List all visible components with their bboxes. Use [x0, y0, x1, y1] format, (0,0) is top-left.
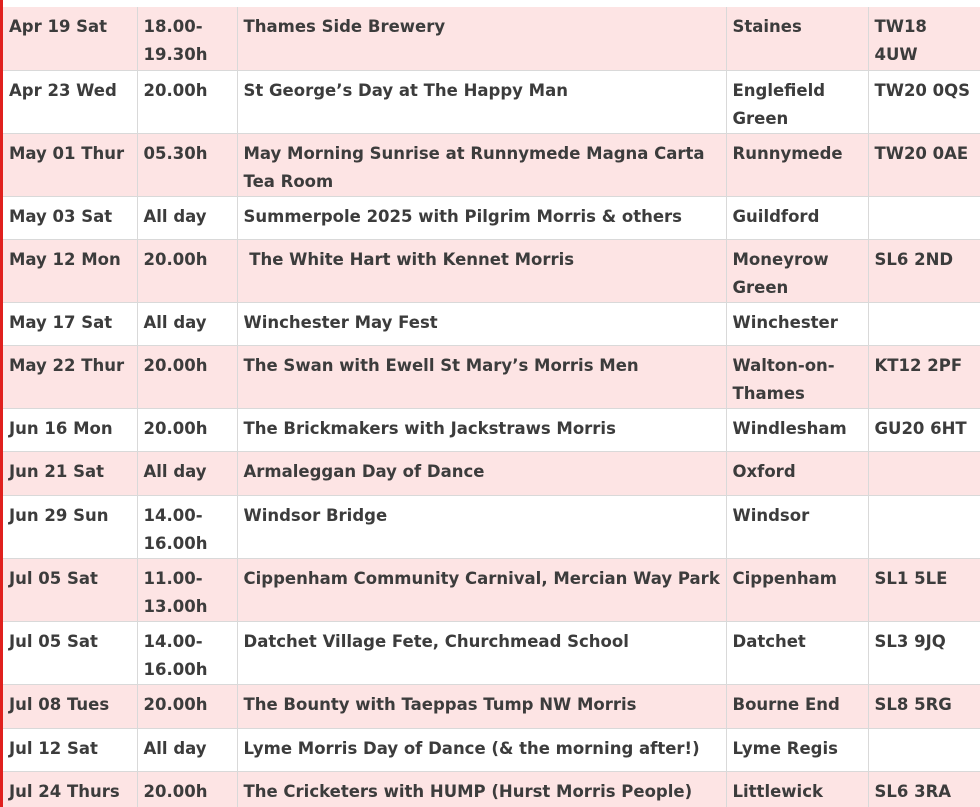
event-postcode: SL6 2ND	[868, 239, 980, 302]
event-time: 11.00- 13.00h	[137, 558, 237, 621]
event-postcode: TW20 0AE	[868, 133, 980, 196]
table-row	[3, 771, 980, 807]
event-time: 14.00- 16.00h	[137, 495, 237, 558]
event-time: All day	[137, 302, 237, 345]
event-time: 20.00h	[137, 771, 237, 807]
event-place: Lyme Regis	[726, 728, 868, 771]
event-place: Guildford	[726, 196, 868, 239]
event-postcode: SL8 5RG	[868, 684, 980, 728]
event-time: All day	[137, 451, 237, 495]
event-postcode	[868, 495, 980, 558]
event-title: The Bounty with Taeppas Tump NW Morris	[237, 684, 726, 728]
event-time: 20.00h	[137, 70, 237, 133]
event-postcode	[868, 451, 980, 495]
event-time: 20.00h	[137, 239, 237, 302]
event-place: Windlesham	[726, 408, 868, 451]
event-time: All day	[137, 728, 237, 771]
event-postcode	[868, 302, 980, 345]
event-time: 20.00h	[137, 345, 237, 408]
event-title: Lyme Morris Day of Dance (& the morning after!)	[237, 728, 726, 771]
table-row	[3, 345, 980, 408]
event-time: 20.00h	[137, 684, 237, 728]
event-time: 20.00h	[137, 408, 237, 451]
event-place: Walton-on- Thames	[726, 345, 868, 408]
event-place: Englefield Green	[726, 70, 868, 133]
event-title: Winchester May Fest	[237, 302, 726, 345]
event-place: Cippenham	[726, 558, 868, 621]
event-postcode: TW20 0QS	[868, 70, 980, 133]
event-title: Cippenham Community Carnival, Mercian Way Park	[237, 558, 726, 621]
event-date: Apr 23 Wed	[3, 70, 137, 133]
table-row	[3, 621, 980, 684]
event-place: Runnymede	[726, 133, 868, 196]
event-title: The Swan with Ewell St Mary’s Morris Men	[237, 345, 726, 408]
event-place: Datchet	[726, 621, 868, 684]
event-postcode: SL6 3RA	[868, 771, 980, 807]
event-title: Windsor Bridge	[237, 495, 726, 558]
table-row	[3, 558, 980, 621]
event-title: Summerpole 2025 with Pilgrim Morris & others	[237, 196, 726, 239]
table-row	[3, 70, 980, 133]
event-date: Jun 29 Sun	[3, 495, 137, 558]
event-postcode	[868, 728, 980, 771]
event-postcode: SL1 5LE	[868, 558, 980, 621]
event-title: Datchet Village Fete, Churchmead School	[237, 621, 726, 684]
event-postcode: TW18 4UW	[868, 7, 980, 70]
event-date: Apr 19 Sat	[3, 7, 137, 70]
event-postcode: SL3 9JQ	[868, 621, 980, 684]
event-title: The Brickmakers with Jackstraws Morris	[237, 408, 726, 451]
event-date: Jun 21 Sat	[3, 451, 137, 495]
event-date: May 12 Mon	[3, 239, 137, 302]
event-date: May 22 Thur	[3, 345, 137, 408]
event-title: The Cricketers with HUMP (Hurst Morris People)	[237, 771, 726, 807]
event-title: St George’s Day at The Happy Man	[237, 70, 726, 133]
event-place: Littlewick	[726, 771, 868, 807]
event-date: Jul 12 Sat	[3, 728, 137, 771]
event-date: Jul 24 Thurs	[3, 771, 137, 807]
event-postcode	[868, 196, 980, 239]
event-title: May Morning Sunrise at Runnymede Magna Carta Tea Room	[237, 133, 726, 196]
table-row	[3, 7, 980, 70]
event-date: Jun 16 Mon	[3, 408, 137, 451]
event-time: 14.00- 16.00h	[137, 621, 237, 684]
event-time: 18.00- 19.30h	[137, 7, 237, 70]
table-row	[3, 451, 980, 495]
event-date: May 01 Thur	[3, 133, 137, 196]
event-postcode: GU20 6HT	[868, 408, 980, 451]
table-row	[3, 684, 980, 728]
event-date: May 17 Sat	[3, 302, 137, 345]
table-row	[3, 133, 980, 196]
event-place: Staines	[726, 7, 868, 70]
event-date: Jul 05 Sat	[3, 621, 137, 684]
table-row	[3, 196, 980, 239]
event-title: Armaleggan Day of Dance	[237, 451, 726, 495]
table-row	[3, 408, 980, 451]
event-date: May 03 Sat	[3, 196, 137, 239]
event-place: Winchester	[726, 302, 868, 345]
event-date: Jul 08 Tues	[3, 684, 137, 728]
table-row	[3, 495, 980, 558]
event-place: Windsor	[726, 495, 868, 558]
table-row	[3, 728, 980, 771]
events-table	[3, 7, 980, 807]
event-date: Jul 05 Sat	[3, 558, 137, 621]
event-title: The White Hart with Kennet Morris	[237, 239, 726, 302]
table-row	[3, 239, 980, 302]
event-postcode: KT12 2PF	[868, 345, 980, 408]
event-time: 05.30h	[137, 133, 237, 196]
table-row	[3, 302, 980, 345]
event-title: Thames Side Brewery	[237, 7, 726, 70]
event-time: All day	[137, 196, 237, 239]
event-place: Oxford	[726, 451, 868, 495]
event-place: Moneyrow Green	[726, 239, 868, 302]
event-place: Bourne End	[726, 684, 868, 728]
